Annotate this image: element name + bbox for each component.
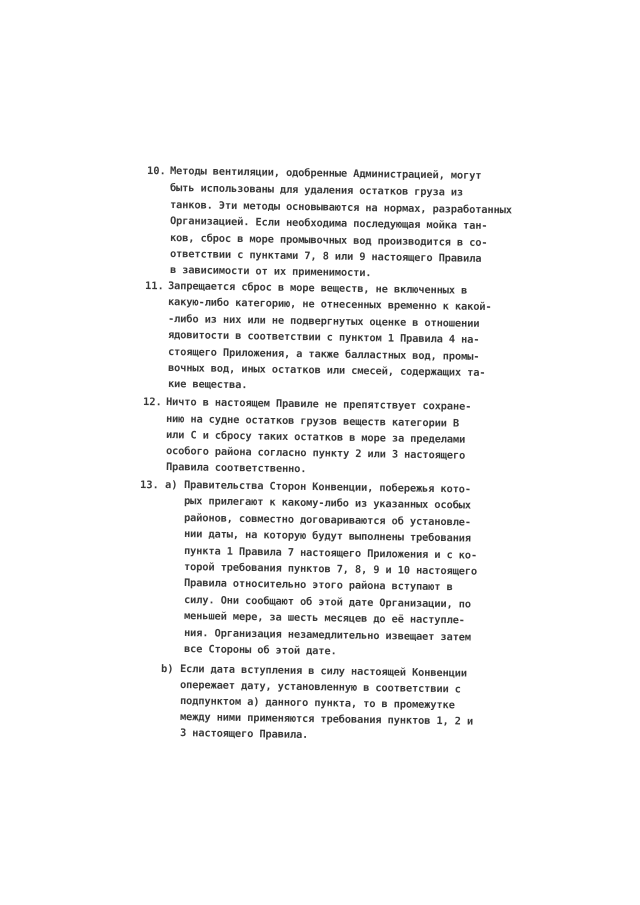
item-13b-line-4: между ними применяются требования пунктов 1, 2 и <box>179 711 474 728</box>
item-10-line-6: ответствии с пунктами 7, 8 или 9 настоящего Правила <box>169 248 482 265</box>
item-10-line-3: танков. Эти методы основываются на нормах, разработанных <box>169 199 512 217</box>
item-13b-line-5: 3 настоящего Правила. <box>179 727 309 742</box>
subitem-marker-b: b) <box>160 663 174 676</box>
item-13a-line-1: Правительства Сторон Конвенции, побережья кото- <box>183 479 472 496</box>
item-11-line-2: какую-либо категорию, не отнесенных временно к какой- <box>167 296 492 314</box>
item-13a-line-5: пункта 1 Правила 7 настоящего Приложения и с ко- <box>183 545 478 562</box>
item-10-line-1: Методы вентиляции, одобренные Администрацией, могут <box>169 165 482 182</box>
item-13a-line-6: торой требования пунктов 7, 8, 9 и 10 настоящего <box>183 561 478 578</box>
item-number-10: 10. <box>146 165 166 178</box>
item-11-line-7: кие вещества. <box>167 378 248 392</box>
item-11-line-3: -либо из них или не подвергнутых оценке в отношении <box>167 313 480 330</box>
item-13b-line-1: Если дата вступления в силу настоящей Конвенции <box>179 663 468 680</box>
item-number-13: 13. <box>139 479 159 492</box>
item-10-line-2: быть использованы для удаления остатков груза из <box>169 182 464 199</box>
item-number-11: 11. <box>144 280 164 293</box>
item-13a-line-8: силу. Они сообщают об этой дате Организации, по <box>183 594 472 611</box>
subitem-marker-a: a) <box>164 479 178 492</box>
item-13a-line-11: все Стороны об этой дате. <box>183 643 337 658</box>
item-13a-line-7: Правила относительно этого района вступают в <box>183 577 453 594</box>
item-number-12: 12. <box>142 396 162 409</box>
item-13a-line-2: рых прилегают к какому-либо из указанных особых <box>183 495 472 512</box>
item-13a-line-3: районов, совместно договариваются об установле- <box>183 512 472 529</box>
item-12-line-5: Правила соответственно. <box>165 461 307 476</box>
item-11-line-4: ядовитости в соответствии с пунктом 1 Правила 4 на- <box>167 329 480 346</box>
item-10-line-7: в зависимости от их применимости. <box>169 264 372 280</box>
item-11-line-6: вочных вод, иных остатков или смесей, содержащих та- <box>167 362 486 379</box>
item-13a-line-9: меньшей мере, за шесть месяцев до её наступле- <box>183 610 465 627</box>
item-12-line-2: нию на судне остатков грузов веществ категории B <box>165 413 460 430</box>
item-12-line-1: Ничто в настоящем Правиле не препятствует сохране- <box>165 396 472 413</box>
item-13b-line-3: подпунктом a) данного пункта, то в промежутке <box>179 695 455 712</box>
item-13a-line-10: ния. Организация незамедлительно извещает затем <box>183 627 472 644</box>
item-11-line-5: стоящего Приложения, а также балластных вод, промы- <box>167 346 480 363</box>
item-11-line-1: Запрещается сброс в море веществ, не включенных в <box>167 280 468 297</box>
item-12-line-4: особого района согласно пункту 2 или 3 настоящего <box>165 445 466 462</box>
item-13b-line-2: опережает дату, установленную в соответствии с <box>179 679 461 696</box>
item-10-line-4: Организацией. Если необходима последующая мойка тан- <box>169 215 488 232</box>
item-12-line-3: или C и сбросу таких остатков в море за пределами <box>165 429 466 446</box>
item-10-line-5: ков, сброс в море промывочных вод производится в со- <box>169 232 488 249</box>
item-13a-line-4: нии даты, на которую будут выполнены требования <box>183 528 472 545</box>
